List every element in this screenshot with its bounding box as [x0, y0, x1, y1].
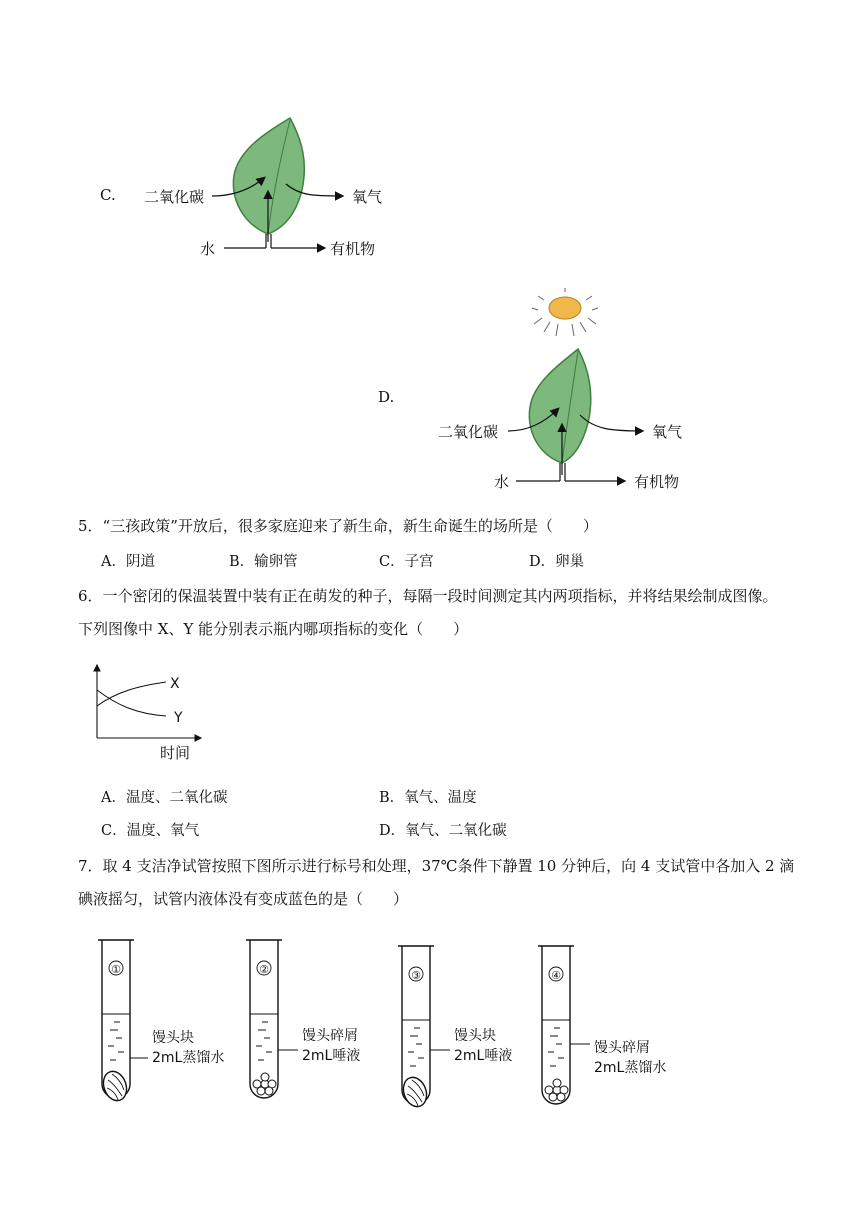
leaf-shape: [529, 349, 590, 463]
tube-2-number: ②: [259, 963, 269, 976]
sun-icon: [530, 288, 600, 338]
tube-3-liquid: 2mL唾液: [454, 1048, 513, 1064]
water-label: 水: [200, 240, 216, 258]
test-tube-1: [90, 934, 240, 1110]
tube-1-number: ①: [111, 963, 121, 976]
q6-option-d[interactable]: D．氧气、二氧化碳: [379, 823, 507, 839]
tube-1-content: 馒头块: [152, 1030, 194, 1046]
tube-2-content: 馒头碎屑: [302, 1028, 358, 1044]
organic-label: 有机物: [330, 240, 376, 258]
leaf-diagram-c: [140, 110, 410, 270]
xy-trend-chart: [86, 660, 206, 764]
leaf-shape: [233, 118, 304, 234]
option-c-letter: C.: [100, 186, 116, 204]
tube-4-content: 馒头碎屑: [594, 1040, 650, 1056]
tube-1-liquid: 2mL蒸馏水: [152, 1050, 225, 1066]
q5-option-c[interactable]: C．子宫: [379, 554, 434, 570]
question-7-stem-line1: 7．取 4 支洁净试管按照下图所示进行标号和处理，37℃条件下静置 10 分钟后，向 4 支试管中各加入 2 滴: [78, 857, 795, 875]
test-tube-2: [238, 934, 378, 1110]
co2-label: 二氧化碳: [144, 188, 205, 206]
organic-label: 有机物: [634, 473, 680, 491]
series-y-line: [97, 690, 166, 716]
o2-label: 氧气: [352, 188, 383, 206]
question-7-stem-line2: 碘液摇匀，试管内液体没有变成蓝色的是（ ）: [78, 890, 409, 908]
question-5-stem: 5．“三孩政策”开放后，很多家庭迎来了新生命，新生命诞生的场所是（ ）: [78, 517, 598, 535]
x-axis-label: 时间: [160, 744, 191, 762]
tube-3-content: 馒头块: [454, 1028, 496, 1044]
q6-option-c[interactable]: C．温度、氧气: [101, 823, 200, 839]
q6-option-b[interactable]: B．氧气、温度: [379, 790, 477, 806]
question-6-stem-line2: 下列图像中 X、Y 能分别表示瓶内哪项指标的变化（ ）: [78, 620, 469, 638]
tube-4-liquid: 2mL蒸馏水: [594, 1060, 667, 1076]
test-tube-4: [530, 940, 680, 1116]
test-tube-3: [390, 940, 530, 1116]
series-x-line: [97, 682, 166, 706]
leaf-diagram-d: [430, 345, 700, 495]
q6-option-a[interactable]: A．温度、二氧化碳: [101, 790, 228, 806]
q5-option-d[interactable]: D．卵巢: [529, 554, 585, 570]
tube-4-number: ④: [551, 969, 561, 982]
series-x-label: X: [170, 676, 180, 692]
q5-option-b[interactable]: B．输卵管: [229, 554, 298, 570]
tube-3-number: ③: [411, 969, 421, 982]
question-6-stem-line1: 6．一个密闭的保温装置中装有正在萌发的种子，每隔一段时间测定其内两项指标，并将结果绘制成图像。: [78, 587, 778, 605]
series-y-label: Y: [174, 710, 183, 726]
water-label: 水: [494, 473, 510, 491]
option-d-letter: D.: [378, 388, 395, 406]
co2-label: 二氧化碳: [438, 423, 499, 441]
q5-option-a[interactable]: A．阴道: [101, 554, 155, 570]
tube-2-liquid: 2mL唾液: [302, 1048, 361, 1064]
o2-label: 氧气: [652, 423, 683, 441]
